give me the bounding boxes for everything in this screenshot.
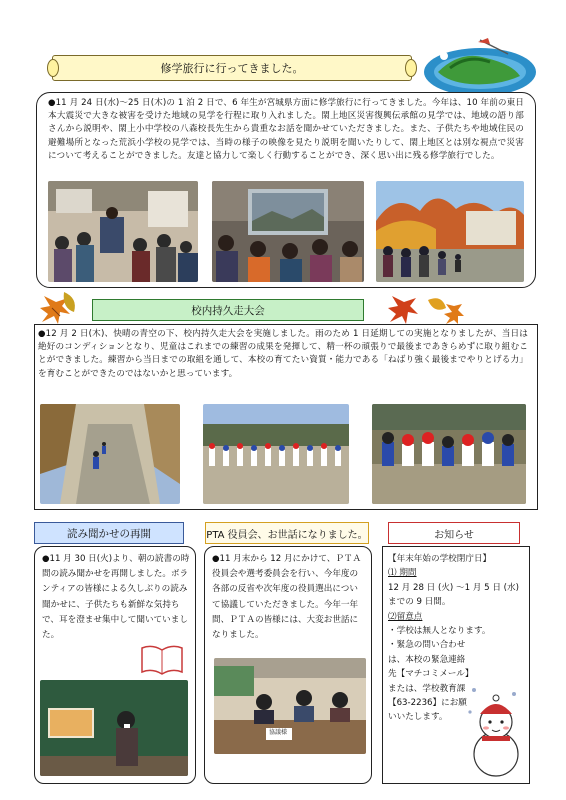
notice-heading: 【年末年始の学校閉庁日】 bbox=[388, 554, 492, 564]
section3-title: 読み聞かせの再開 bbox=[67, 527, 151, 540]
notice-bullet1: ・学校は無人となります。 bbox=[388, 626, 491, 637]
section1-title-banner bbox=[52, 55, 412, 81]
open-book-icon bbox=[140, 642, 184, 676]
photo-school-grounds bbox=[376, 181, 524, 282]
section1-body: ●11 月 24 日(水)～25 日(木)の 1 泊 2 日で、6 年生が宮城県方面に修学旅行に行ってきました。今年は、10 年前の東日本大震災で大きな被害を受けた地域の見学を行程に取り入れました。閖上地区災害復興伝承館の見学では、地域の語り部さんから説明や、閖上小中学校の八森校長先生から貴重なお話を聞かせていただきました。また、子供たちや地域住民の避難場所となった荒浜小学校の見学では、当時の様子の映像を見たり説明を聞いたりして、閖上地区とは別な視点で災害について考えることができました。友達と協力して楽しく行動することができ、深く思い出に残る修学旅行でした。 bbox=[48, 98, 524, 161]
photo-pta-meeting bbox=[214, 658, 366, 754]
photo-museum-visit bbox=[48, 181, 198, 282]
photo-pta-sign: 協議様 bbox=[268, 729, 287, 736]
photo-runner-path bbox=[40, 404, 180, 504]
photo-race-runners bbox=[372, 404, 526, 504]
photo-race-start bbox=[203, 404, 349, 504]
section5-title: お知らせ bbox=[434, 529, 474, 541]
notice-item1-body: 12 月 28 日 (火) ～1 月 5 日 (水) までの 9 日間。 bbox=[388, 582, 519, 608]
section4-title: PTA 役員会、お世話になりました。 bbox=[206, 529, 368, 541]
notice-bullet2: ・緊急の問い合わせは、本校の緊急連絡先【マチコミメール】または、学校教育課【63-2236】にお願いいたします。 bbox=[388, 640, 470, 723]
notice-item2-label: ⑵留意点 bbox=[388, 611, 423, 622]
section2-body: ●12 月 2 日(木)、快晴の青空の下、校内持久走大会を実施しました。雨のため 1 日延期しての実施となりましたが、当日は絶好のコンディションとなり、児童はこれまでの練習の成果を発揮して、精一杯の頑張りで最後まであきらめずに取り組むことができました。練習から当日までの取組を通して、本校の育てたい資質・能力である「ねばり強く最後までやりとげる力」を育むことができたのではないかと思っています。 bbox=[38, 329, 528, 379]
island-illustration bbox=[420, 28, 538, 100]
section4-body: ●11 月末から 12 月にかけて、ＰＴＡ役員会や選考委員会を行い、今年度の各部の反省や次年度の役員選出について協議していただきました。今年一年間、ＰＴＡの皆様には、大変お世話になりました。 bbox=[212, 554, 362, 641]
photo-video-viewing bbox=[212, 181, 364, 282]
section1-title: 修学旅行に行ってきました。 bbox=[160, 62, 304, 75]
section3-title-banner bbox=[34, 522, 184, 544]
autumn-leaves-right-icon bbox=[384, 290, 464, 326]
section3-body: ●11 月 30 日(火)より、朝の読書の時間の読み聞かせを再開しました。ボランティアの皆様による久しぶりの読み聞かせに、子供たちも新鮮な気持ちで、耳を澄ませ集中して聞いていました。 bbox=[42, 554, 190, 641]
section2-title-banner bbox=[92, 299, 364, 321]
snowman-icon bbox=[464, 684, 526, 780]
photo-reading-session bbox=[40, 680, 188, 776]
section5-title-banner bbox=[388, 522, 520, 544]
section4-title-banner bbox=[205, 522, 369, 544]
autumn-leaves-left-icon bbox=[34, 288, 84, 328]
notice-item1-label: ⑴ 期間 bbox=[388, 568, 417, 579]
section2-title: 校内持久走大会 bbox=[191, 304, 265, 317]
